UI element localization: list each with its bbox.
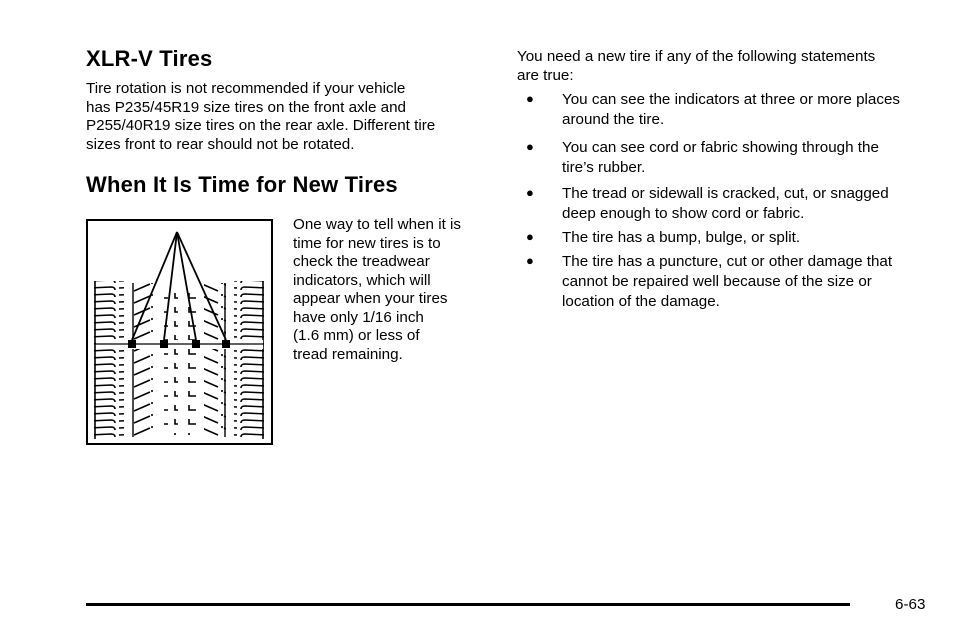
bullet-icon: ● — [526, 229, 534, 244]
bullet-icon: ● — [526, 91, 534, 106]
section-heading-new-tires: When It Is Time for New Tires — [86, 172, 398, 197]
wear-indicator-3 — [192, 340, 200, 348]
text-line: tire’s rubber. — [562, 159, 646, 176]
bullet-icon: ● — [526, 139, 534, 154]
wear-indicator-2 — [160, 340, 168, 348]
text-line: The tread or sidewall is cracked, cut, or snagged — [562, 185, 889, 202]
list-item — [526, 138, 946, 184]
text-line: indicators, which will — [293, 271, 431, 289]
text-line: time for new tires is to — [293, 234, 441, 252]
text-line: sizes front to rear should not be rotated. — [86, 135, 355, 153]
new-tire-intro — [517, 48, 937, 85]
text-line: The tire has a bump, bulge, or split. — [562, 229, 801, 246]
text-line: The tire has a puncture, cut or other damage that — [562, 253, 893, 270]
text-line: appear when your tires — [293, 290, 448, 307]
treadwear-paragraph — [293, 216, 493, 364]
text-line: check the treadwear — [293, 253, 430, 270]
tread-shoulder-left — [94, 281, 124, 439]
text-line: (1.6 mm) or less of — [293, 327, 420, 344]
text-line: One way to tell when it is — [293, 216, 461, 233]
text-line: tread remaining. — [293, 345, 403, 363]
new-tire-conditions-list — [526, 90, 946, 316]
wear-indicator-1 — [128, 340, 136, 348]
text-line: have only 1/16 inch — [293, 308, 424, 326]
tread-shoulder-right — [234, 281, 264, 439]
tread-rib-right — [204, 283, 226, 437]
list-item — [526, 184, 946, 228]
tire-tread-drawing — [88, 221, 271, 443]
list-item — [526, 228, 946, 252]
tread-rib-left — [132, 283, 154, 437]
text-line: deep enough to show cord or fabric. — [562, 205, 805, 222]
text-line: around the tire. — [562, 111, 665, 128]
treadwear-indicator-illustration — [86, 219, 273, 445]
section-heading-xlr-v-tires: XLR-V Tires — [86, 46, 213, 71]
tread-rib-center-left — [164, 285, 178, 435]
text-line: You need a new tire if any of the following statements — [517, 48, 876, 65]
text-line: cannot be repaired well because of the size or — [562, 273, 872, 290]
text-line: You can see the indicators at three or more places — [562, 91, 900, 108]
text-line: has P235/45R19 size tires on the front axle and — [86, 98, 406, 116]
page-number: 6-63 — [895, 596, 926, 613]
wear-indicator-4 — [222, 340, 230, 348]
text-line: are true: — [517, 66, 574, 84]
bullet-icon: ● — [526, 185, 534, 200]
rotation-paragraph — [86, 80, 466, 154]
text-line: P255/40R19 size tires on the rear axle. Different tire — [86, 117, 436, 134]
footer-rule — [86, 603, 850, 606]
bullet-icon: ● — [526, 253, 534, 268]
list-item — [526, 252, 946, 316]
text-line: Tire rotation is not recommended if your vehicle — [86, 80, 406, 97]
text-line: You can see cord or fabric showing through the — [562, 139, 879, 156]
list-item — [526, 90, 946, 138]
text-line: location of the damage. — [562, 293, 720, 310]
